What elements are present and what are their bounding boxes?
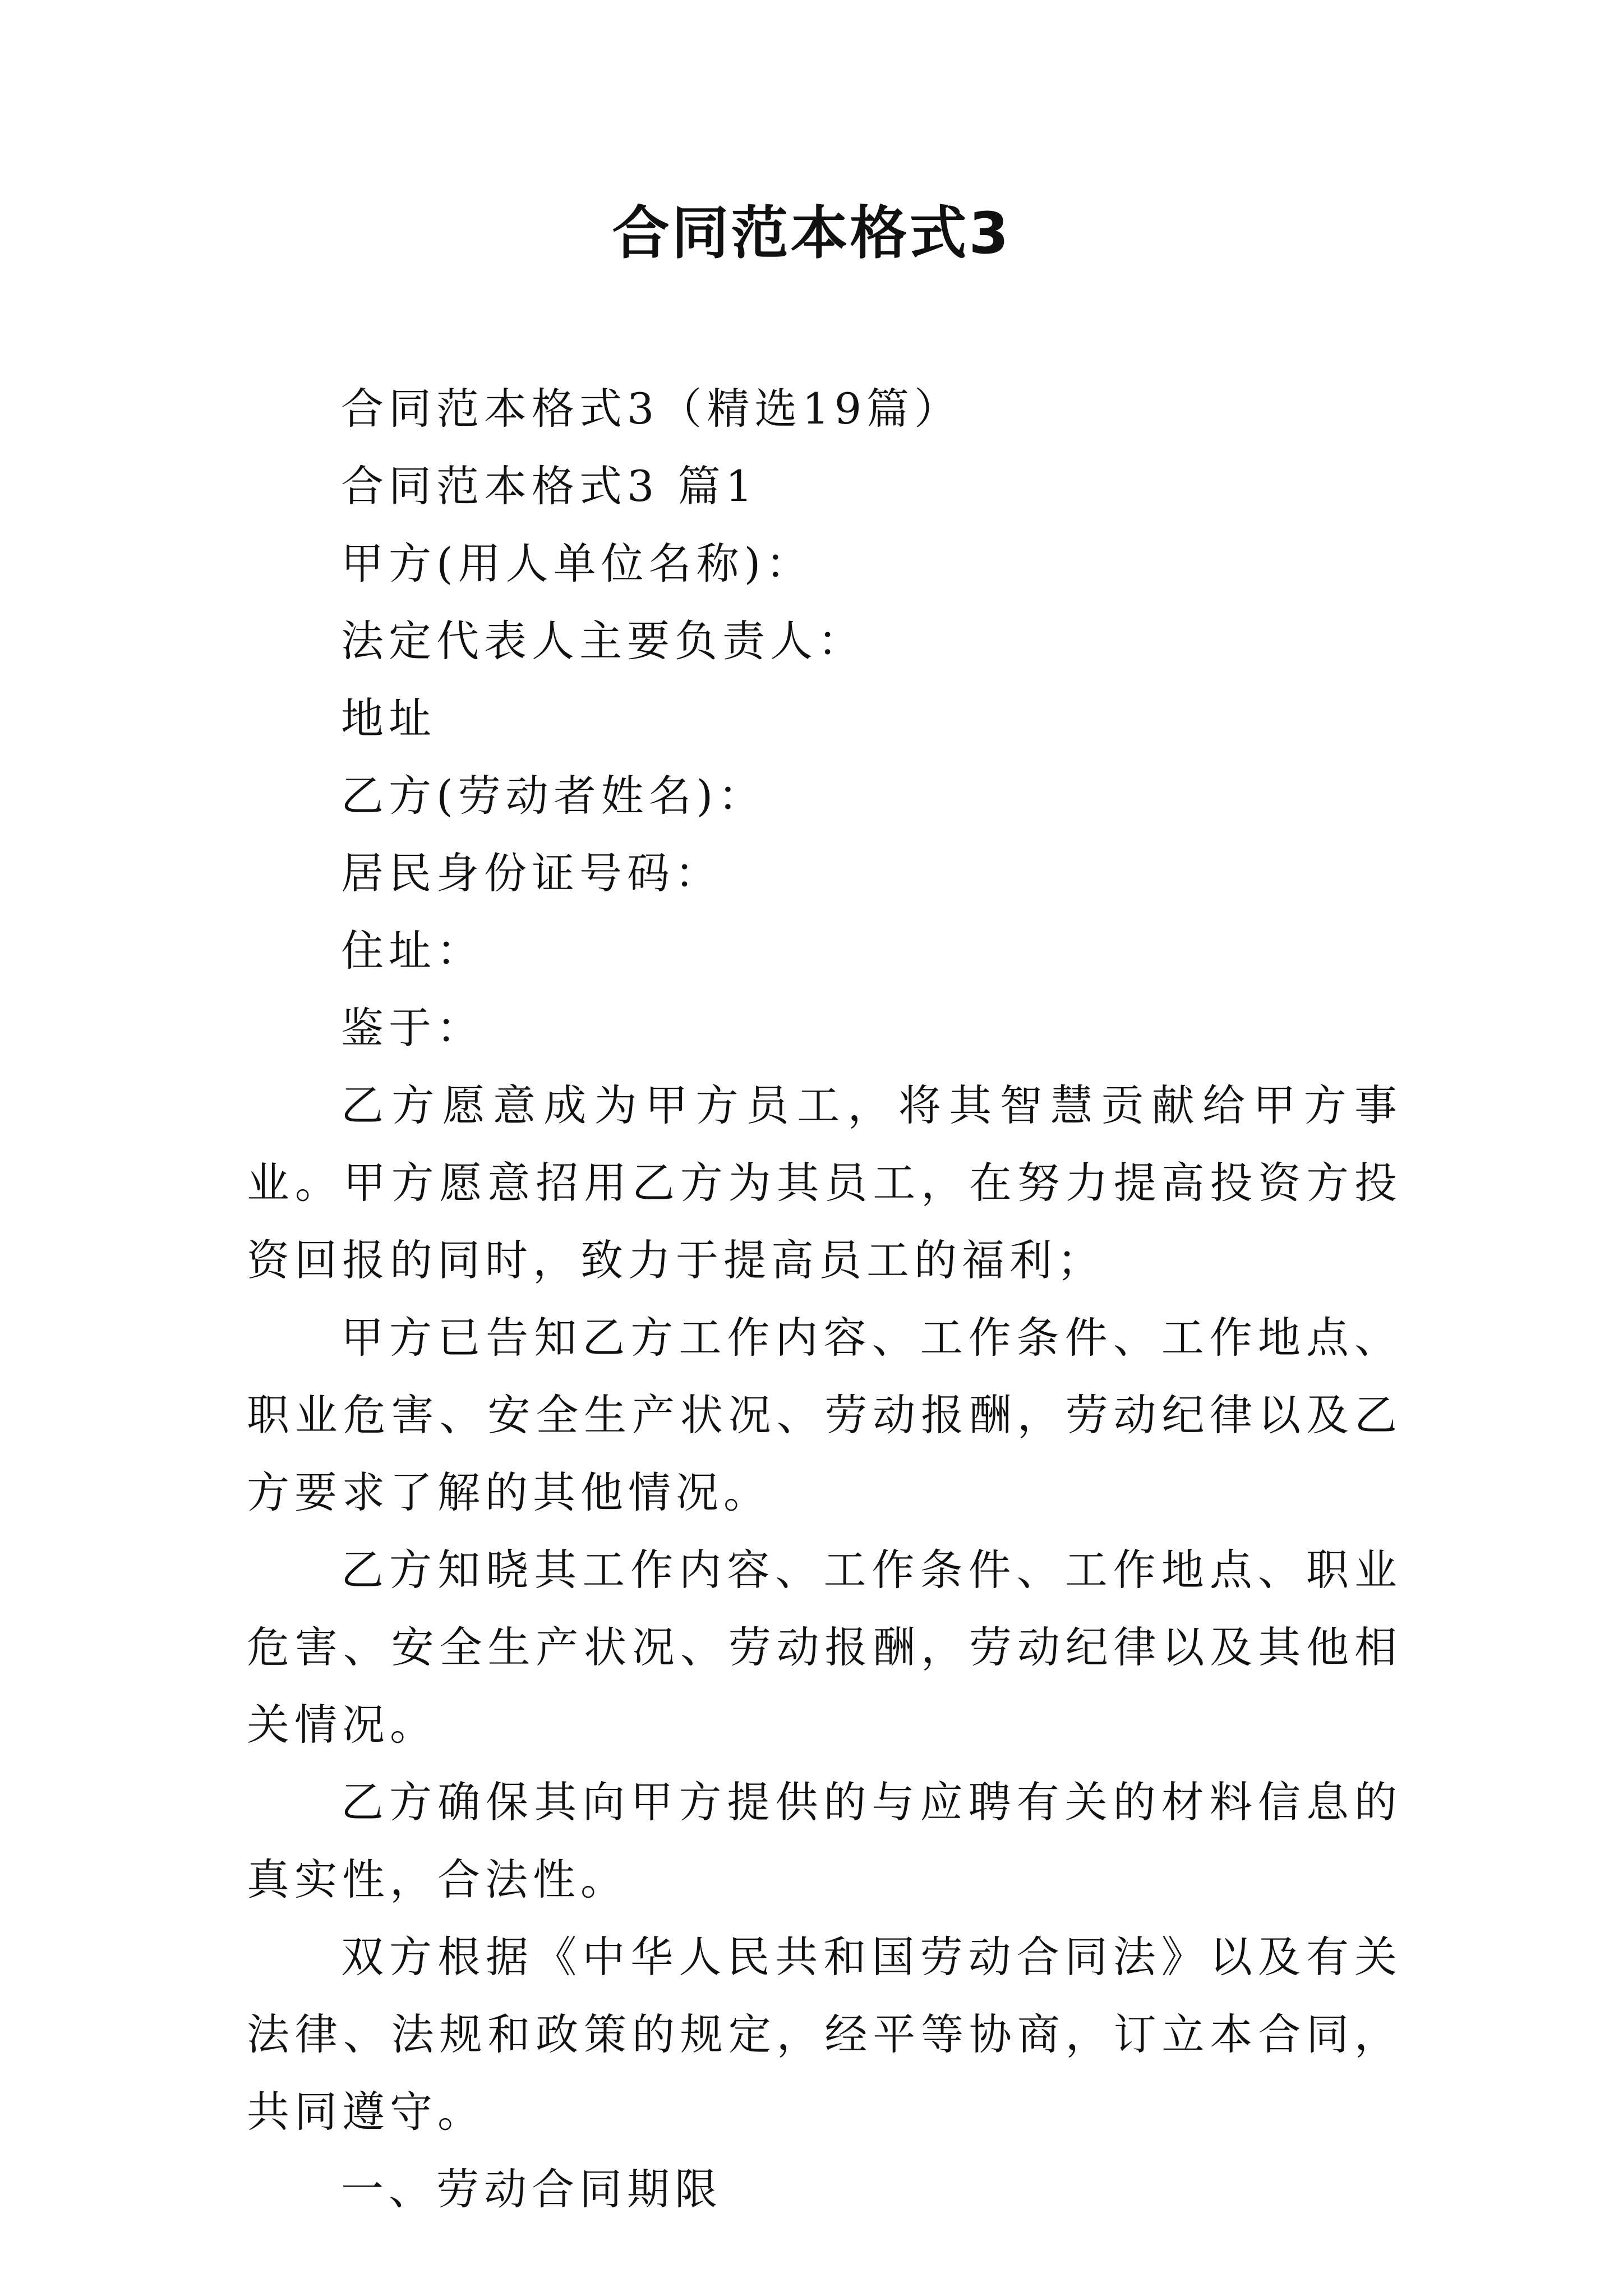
party-b-field: 乙方(劳动者姓名)： [341, 771, 766, 821]
document-title: 合同范本格式3 [612, 200, 1011, 267]
body-paragraph: 甲方已告知乙方工作内容、工作条件、工作地点、职业危害、安全生产状况、劳动报酬，劳动纪律以及乙方要求了解的其他情况。 [247, 1313, 1402, 1517]
whereas-label: 鉴于： [341, 1003, 484, 1053]
body-paragraph: 乙方愿意成为甲方员工，将其智慧贡献给甲方事业。甲方愿意招用乙方为其员工，在努力提高投资方投资回报的同时，致力于提高员工的福利； [247, 1080, 1402, 1285]
residence-field: 住址： [341, 926, 484, 976]
article-heading: 一、劳动合同期限 [341, 2164, 722, 2214]
document-body [247, 370, 1402, 2228]
address-field: 地址 [341, 693, 436, 743]
section-heading: 合同范本格式3 篇1 [341, 461, 758, 511]
body-paragraph: 双方根据《中华人民共和国劳动合同法》以及有关法律、法规和政策的规定，经平等协商，订立本合同，共同遵守。 [247, 1932, 1402, 2137]
party-a-field: 甲方(用人单位名称)： [341, 539, 814, 588]
id-number-field: 居民身份证号码： [341, 848, 722, 898]
legal-representative-field: 法定代表人主要负责人： [341, 616, 865, 666]
body-paragraph: 乙方确保其向甲方提供的与应聘有关的材料信息的真实性，合法性。 [247, 1777, 1402, 1904]
body-paragraph: 乙方知晓其工作内容、工作条件、工作地点、职业危害、安全生产状况、劳动报酬，劳动纪律以及其他相关情况。 [247, 1545, 1402, 1750]
document-subtitle: 合同范本格式3（精选19篇） [341, 384, 962, 434]
